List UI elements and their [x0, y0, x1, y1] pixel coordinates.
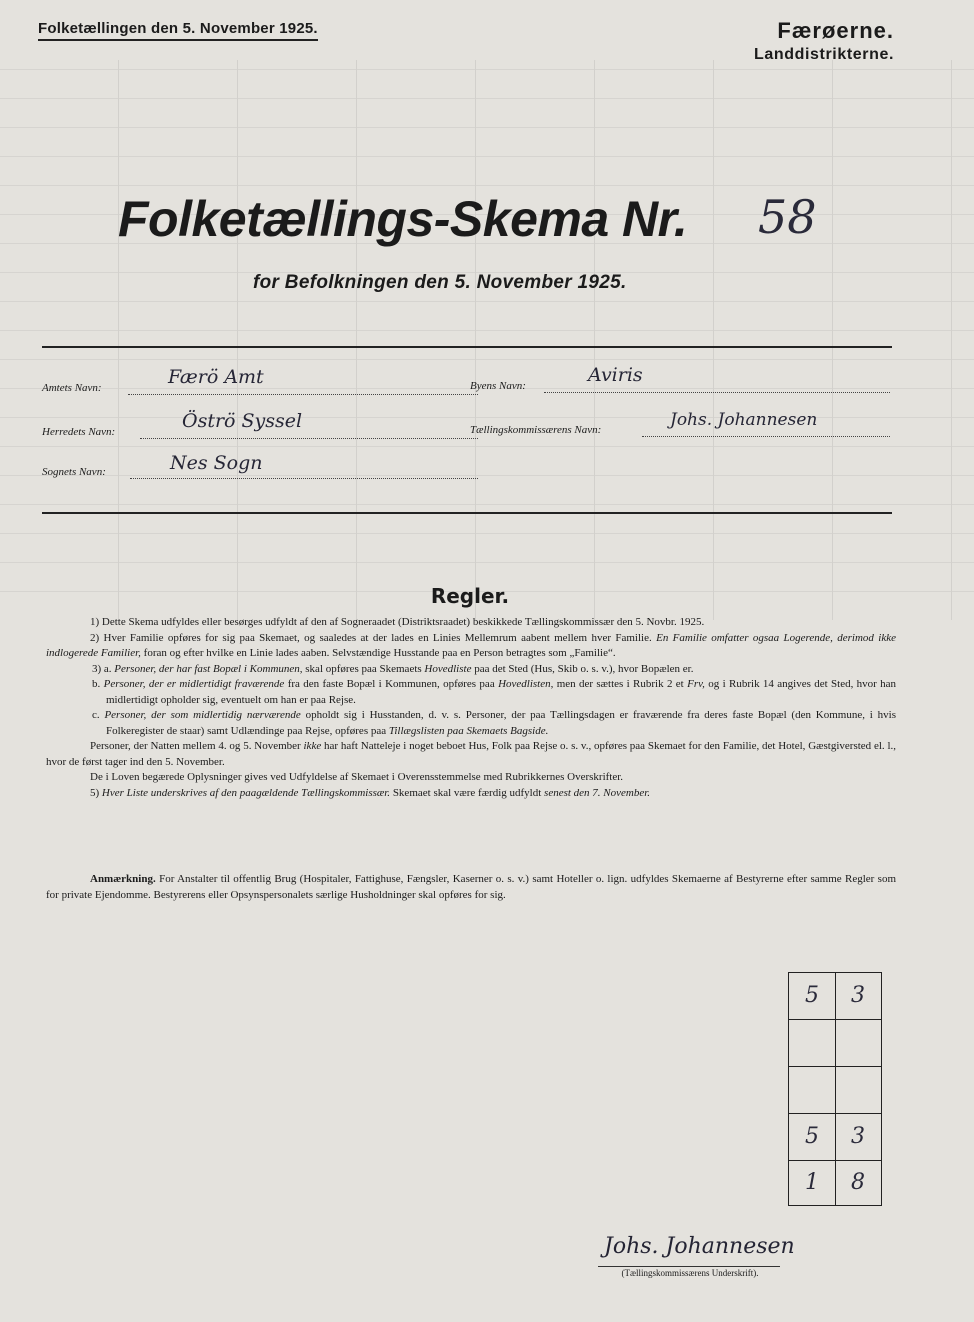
rule-2-b: En Familie omfatter ogsaa Logerende, derimod ikke indlogerede Familier,: [46, 631, 896, 659]
rule-6-t1: Skemaet skal være færdig udfyldt: [392, 786, 542, 799]
rule-4-t2: har haft Natteleje i noget beboet Hus, Folk paa Rejse o. s. v., opføres paa Skemaet for den Familie, det Hotel, Gæstgiversted el. l., hvor de først tager ind den 5. November.: [46, 740, 897, 768]
rule-3b-t3: og i Rubrik 14 angives det Sted, hvor han midlertidigt opholder sig, eventuelt om han er paa Rejse.: [106, 678, 897, 706]
census-date-header: Folketællingen den 5. November 1925.: [38, 20, 318, 41]
rule-3a-num: 3) a.: [92, 662, 112, 675]
commissioner-signature: Johs. Johannesen: [604, 1234, 795, 1259]
field-kommissaer-value: Johs. Johannesen: [670, 410, 818, 430]
field-amt-label: Amtets Navn:: [42, 382, 102, 394]
remark-body: For Anstalter til offentlig Brug (Hospitaler, Fattighuse, Fængsler, Kaserner o. s. v.) samt Hoteller o. lign. udfyldes Skemaerne af Bestyrerne efter samme Regler som for private Ejendomme. Bestyrerens eller Opsynspersonalets særlige Husholdninger skal opføres for sig.: [46, 873, 897, 901]
rule-6: [46, 786, 896, 802]
tally-r4c2: 3: [851, 1124, 865, 1149]
signature-line: [598, 1266, 780, 1267]
tally-r1c1: 5: [805, 983, 819, 1008]
remark: [46, 872, 896, 903]
field-sogn-value: Nes Sogn: [170, 452, 263, 474]
field-herred-line: [140, 438, 478, 439]
region-header: [754, 18, 894, 64]
rule-1: 1) Dette Skema udfyldes eller besørges udfyldt af den af Sogneraadet (Distriktsraadet) beskikkede Tællingskommissær den 5. Novbr. 1925.: [90, 616, 705, 628]
rule-4-i1: ikke: [303, 740, 322, 752]
rule-3c-i2: Tillægslisten paa Skemaets Bagside.: [388, 724, 549, 737]
rule-3b-t2: men der sættes i Rubrik 2 et: [556, 678, 684, 690]
remark-label: Anmærkning.: [90, 873, 156, 885]
form-number-handwritten: 58: [758, 190, 817, 244]
rule-3a-i1: Personer, der har fast Bopæl i Kommunen,: [114, 662, 303, 675]
rule-4: [46, 739, 896, 770]
field-by-value: Aviris: [588, 364, 643, 386]
field-amt-line: [128, 394, 478, 395]
field-amt-value: Færö Amt: [168, 366, 264, 388]
field-kommissaer-label: Tællingskommissærens Navn:: [470, 424, 602, 436]
rule-3b-i1: Personer, der er midlertidigt fraværende: [103, 678, 285, 690]
signature-caption: (Tællingskommissærens Underskrift).: [621, 1268, 759, 1278]
rule-3b-i3: Frv,: [687, 678, 705, 690]
divider-top: [42, 346, 892, 348]
remark-text: [46, 872, 896, 903]
tally-divider-2: [789, 1066, 881, 1067]
field-herred-label: Herredets Navn:: [42, 426, 116, 438]
tally-r1c2: 3: [851, 983, 865, 1008]
field-kommissaer-line: [642, 436, 890, 437]
rule-2: [46, 631, 896, 662]
district-name: Landdistrikterne.: [753, 46, 894, 63]
rule-6-i2: senest den 7. November.: [544, 786, 651, 799]
field-sogn-line: [130, 478, 478, 479]
tally-r5c2: 8: [851, 1170, 865, 1195]
tally-divider-1: [789, 1019, 881, 1020]
rule-3a-i2: Hovedliste: [424, 662, 472, 675]
rules-heading: Regler.: [430, 584, 510, 608]
rule-2-a: 2) Hver Familie opføres for sig paa Skemaet, og saaledes at der lades en Linies Mellemrum aabent mellem hver Familie.: [90, 631, 652, 644]
rule-6-i1: Hver Liste underskrives af den paagældende Tællingskommissær.: [101, 786, 391, 799]
rule-3c: [46, 708, 896, 739]
rule-3b-t1: fra den faste Bopæl i Kommunen, opføres paa: [287, 678, 495, 690]
rule-3c-num: c.: [92, 709, 100, 721]
rule-6-num: 5): [90, 786, 100, 799]
rules-text: [46, 615, 896, 801]
field-by-line: [544, 392, 890, 393]
tally-box: [788, 972, 882, 1206]
field-sogn-label: Sognets Navn:: [42, 466, 106, 478]
rule-3b-num: b.: [92, 678, 101, 690]
rule-3c-i1: Personer, der som midlertidig nærværende: [104, 709, 301, 721]
tally-r5c1: 1: [805, 1170, 819, 1195]
rule-3b: [46, 677, 896, 708]
tally-r4c1: 5: [805, 1124, 819, 1149]
rule-4-t1: Personer, der Natten mellem 4. og 5. November: [90, 740, 301, 752]
rule-3a-t2: paa det Sted (Hus, Skib o. s. v.), hvor Bopælen er.: [474, 662, 694, 675]
rule-2-c: foran og efter hvilke en Linie lades aaben. Selvstændige Husstande paa en Person betragtes som „Familie“.: [143, 647, 616, 659]
divider-bottom: [42, 512, 892, 514]
rule-3a: [46, 662, 896, 678]
form-subtitle: for Befolkningen den 5. November 1925.: [253, 272, 627, 293]
bleed-through-grid: [0, 60, 974, 620]
rule-5: De i Loven begærede Oplysninger gives ved Udfyldelse af Skemaet i Overensstemmelse med Rubrikkernes Overskrifter.: [90, 771, 624, 783]
form-title: Folketællings-Skema Nr.: [118, 191, 688, 247]
rule-3b-i2: Hovedlisten,: [498, 678, 554, 690]
region-name: Færøerne.: [777, 18, 894, 43]
field-herred-value: Öströ Syssel: [182, 410, 303, 432]
field-by-label: Byens Navn:: [470, 380, 526, 392]
rule-3c-t1: opholdt sig i Husstanden, d. v. s. Personer, der paa Tællingsdagen er fraværende fra deres faste Bopæl (den Kommune, i hvis Folkeregister de staar) samt Udlændinge paa Rejse, opføres paa: [106, 709, 896, 737]
rule-3a-t1: skal opføres paa Skemaets: [305, 662, 422, 675]
